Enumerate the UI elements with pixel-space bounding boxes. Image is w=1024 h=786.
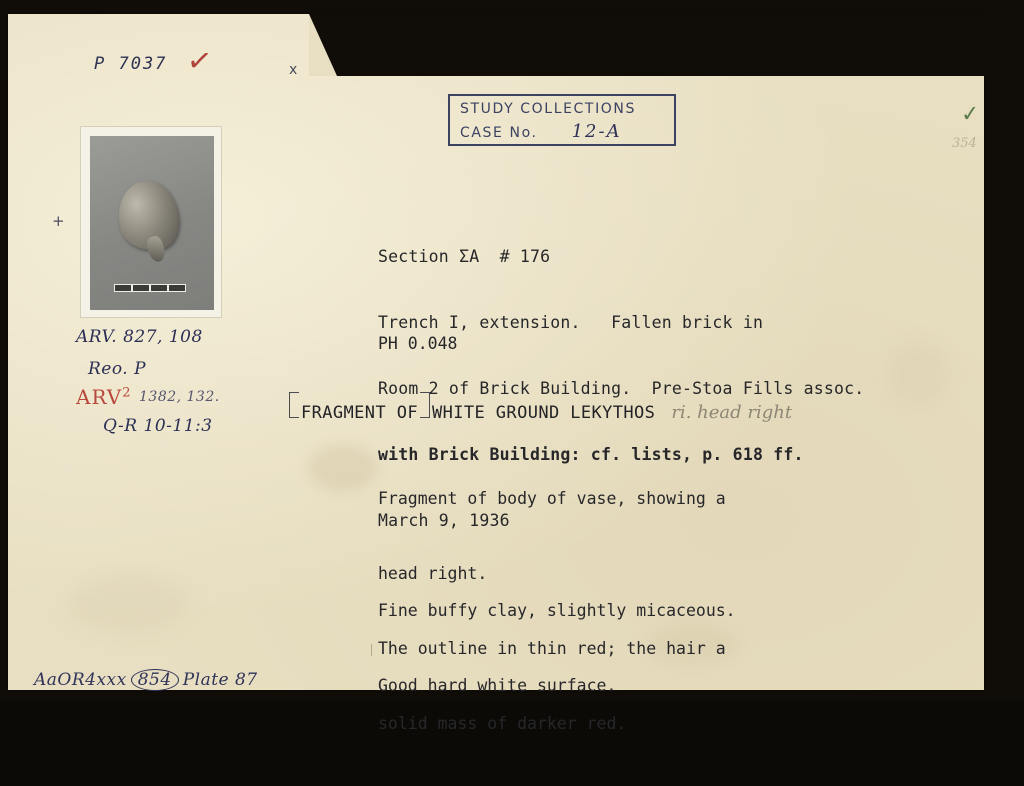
heading-handwritten-annotation: ri. head right bbox=[671, 402, 793, 423]
stamp-line-1: STUDY COLLECTIONS bbox=[460, 101, 636, 117]
pencil-tick-mark bbox=[371, 644, 372, 656]
photograph-image bbox=[90, 136, 214, 310]
arv-reference-note: ARV. 827, 108 bbox=[76, 327, 203, 347]
x-mark-icon: x bbox=[289, 62, 298, 78]
object-heading bbox=[289, 392, 792, 423]
arv2-page-note: 1382, 132. bbox=[139, 389, 220, 405]
reo-note: Reo. P bbox=[88, 359, 147, 379]
stamp-case-label: CASE No. bbox=[460, 125, 538, 141]
age-blotch bbox=[68, 574, 188, 634]
description-line: Fine buffy clay, slightly micaceous. bbox=[378, 601, 736, 620]
stamp-case-row bbox=[460, 121, 666, 142]
heading-part-1: FRAGMENT OF bbox=[301, 403, 418, 423]
red-check-icon: ✓ bbox=[184, 42, 215, 81]
bottom-note-circled-number: 854 bbox=[131, 669, 179, 691]
card-tab-notch bbox=[309, 14, 992, 76]
provenance-line: Trench I, extension. Fallen brick in bbox=[378, 313, 764, 332]
faint-right-annotation: 354 bbox=[952, 136, 977, 151]
stamp-case-number: 12-A bbox=[571, 121, 622, 142]
description-line: Good hard white surface. bbox=[378, 676, 617, 695]
heading-bracket-right-icon bbox=[420, 392, 430, 418]
archival-catalogue-card bbox=[8, 14, 984, 733]
plus-mark-icon: + bbox=[52, 212, 65, 230]
provenance-line: March 9, 1936 bbox=[378, 511, 510, 530]
provenance-line: Room 2 of Brick Building. Pre-Stoa Fills assoc. bbox=[378, 379, 865, 398]
heading-part-2: WHITE GROUND LEKYTHOS bbox=[431, 403, 656, 423]
description-block-2 bbox=[378, 548, 736, 748]
age-blotch bbox=[888, 344, 948, 404]
arv2-superscript: 2 bbox=[122, 385, 132, 401]
arv2-label: ARV bbox=[76, 385, 123, 409]
grid-reference-note: Q-R 10-11:3 bbox=[103, 416, 213, 436]
heading-bracket-left-icon bbox=[289, 392, 299, 418]
provenance-line: Section ΣA # 176 bbox=[378, 247, 551, 266]
description-line: Fragment of body of vase, showing a bbox=[378, 489, 726, 508]
description-line: solid mass of darker red. bbox=[378, 714, 627, 733]
bottom-note-prefix: AaOR4xxx bbox=[34, 670, 127, 690]
card-index-number: P 7037 bbox=[94, 54, 168, 74]
bottom-catalogue-note bbox=[34, 669, 258, 691]
arv2-reference-note bbox=[76, 385, 132, 409]
description-line: The outline in thin red; the hair a bbox=[378, 639, 726, 658]
description-line: head right. bbox=[378, 564, 488, 583]
age-blotch bbox=[308, 444, 378, 492]
provenance-line: with Brick Building: cf. lists, p. 618 ff. bbox=[378, 445, 804, 464]
study-collections-stamp bbox=[448, 94, 676, 146]
bottom-note-suffix: Plate 87 bbox=[182, 670, 258, 690]
green-check-icon: ✓ bbox=[960, 101, 981, 128]
scale-bar bbox=[114, 284, 186, 292]
specimen-photograph bbox=[80, 126, 222, 318]
ph-measurement: PH 0.048 bbox=[378, 334, 458, 353]
